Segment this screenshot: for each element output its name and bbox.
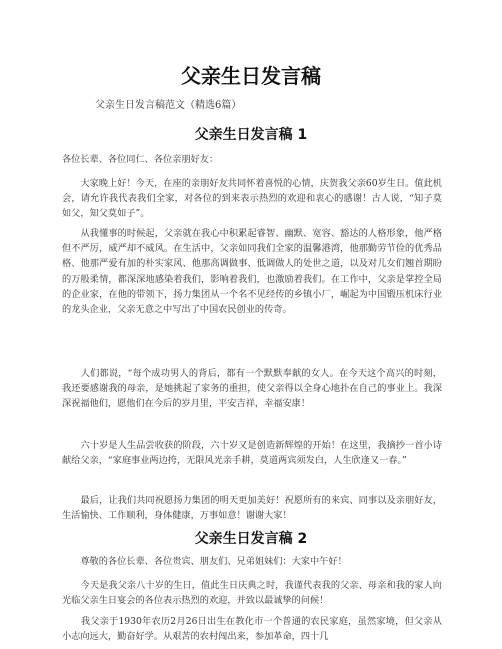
document-title: 父亲生日发言稿 — [181, 64, 321, 88]
section-1-paragraph-1: 各位长辈、各位同仁、各位亲朋好友： — [62, 154, 219, 165]
section-1-heading: 父亲生日发言稿 1 — [194, 127, 308, 143]
section-2-paragraph-2: 今天是我父亲八十岁的生日，值此生日庆典之时，我谨代表我的父亲、母亲和我的家人向光临父亲生日宴会的各位表示热烈的欢迎，并致以最诚挚的问候！ — [62, 580, 442, 607]
section-1-paragraph-2: 大家晚上好！今天，在座的亲朋好友共同怀着喜悦的心情，庆贺我父亲60岁生日。值此机会，请允许我代表我们全家，对各位的到来表示热烈的欢迎和衷心的感谢！古人说，“知子莫如父，知父莫如子”。 — [62, 178, 442, 220]
section-1-paragraph-4: 人们都说，“每个成功男人的背后，都有一个默默奉献的女人。在今天这个高兴的时刻，我还要感谢我的母亲，是她挑起了家务的重担，使父亲得以全身心地扑在自己的事业上。我深深祝福他们，愿他们在今后的岁月里，平安吉祥，幸福安康！ — [62, 368, 442, 410]
section-1-paragraph-5: 六十岁是人生品尝收获的阶段，六十岁又是创造新辉煌的开始！在这里，我摘抄一首小诗献给父亲，“家庭事业两边挎，无限风光亲手耕，莫道两宾须发白，人生欣逢又一春。” — [62, 440, 442, 467]
section-2-heading: 父亲生日发言稿 2 — [194, 531, 308, 547]
section-1-paragraph-6: 最后，让我们共同祝愿扬力集团的明天更加美好！祝愿所有的来宾、同事以及亲朋好友，生活愉快、工作顺利，身体健康，万事如意！谢谢大家！ — [62, 495, 442, 522]
document-subtitle: 父亲生日发言稿范文（精选6篇） — [95, 100, 242, 111]
section-2-paragraph-3: 我父亲于1930年农历2月26日出生在教化市一个普通的农民家庭，虽然家境，但父亲从小志向远大，勤奋好学。从艰苦的农村闯出来，参加革命，四十几 — [62, 616, 442, 643]
section-2-paragraph-1: 尊敬的各位长辈、各位贵宾、朋友们、兄弟姐妹们：大家中午好！ — [62, 556, 347, 567]
section-1-paragraph-3: 从我懂事的时候起，父亲就在我心中积累起睿智、幽默、宽容、豁达的人格形象，他严格但不严厉，威严却不威风。在生活中，父亲如同我们全家的温馨港湾，他那勤劳节俭的优秀品格、他那严爱有加的朴实家风、他那高调做事、低调做人的处世之道，以及对儿女们翘首期盼的万般柔情，都深深地感染着我们，影响着我们，也激励着我们。在工作中，父亲是掌控全局的企业家，在他的带领下，扬力集团从一个名不见经传的乡镇小厂，崛起为中国锻压机床行业的龙头企业，父亲无意之中写出了中国农民创业的传奇。 — [62, 228, 442, 316]
